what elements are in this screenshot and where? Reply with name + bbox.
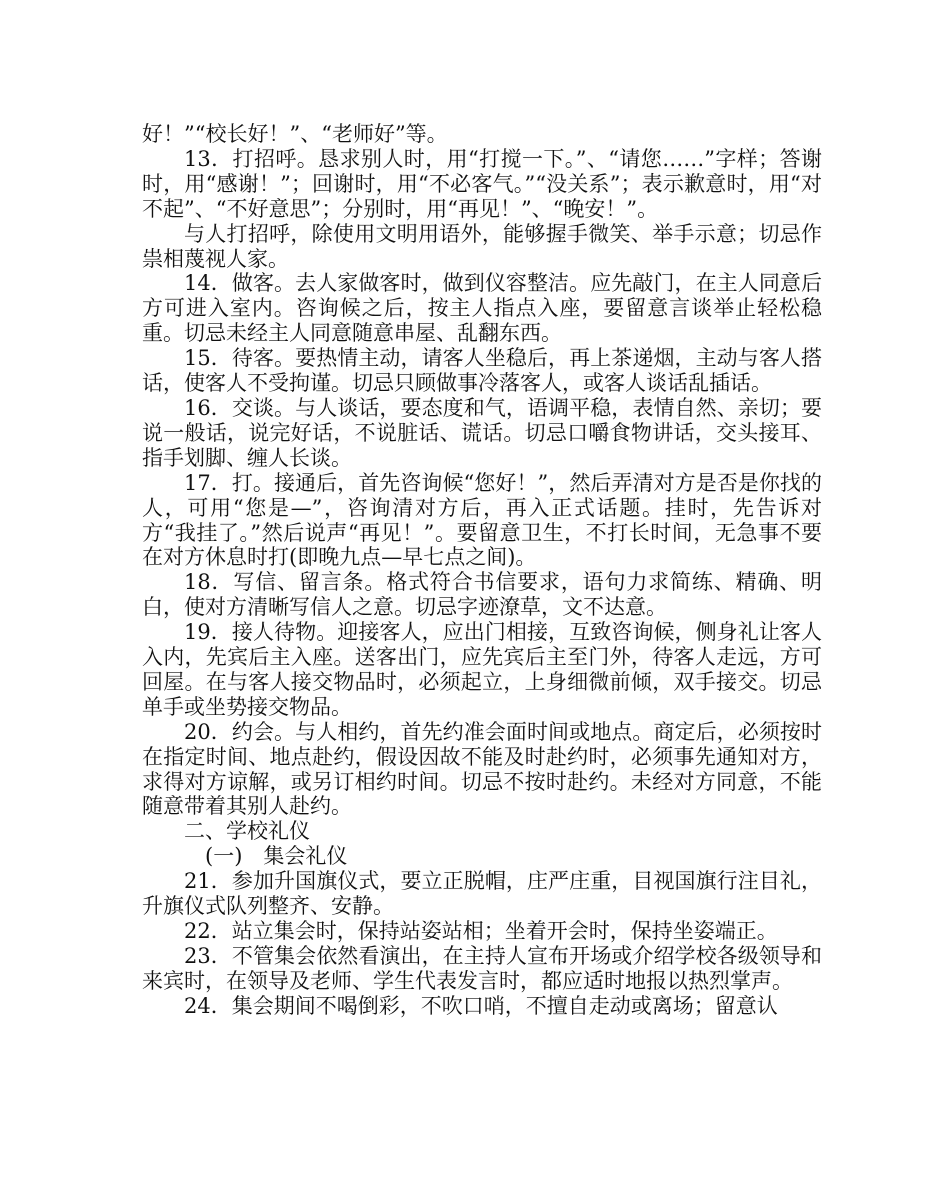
- paragraph-greetings-end: 好！”“校长好！”、“老师好”等。: [142, 122, 448, 146]
- paragraph-15-hosting: 15．待客。要热情主动，请客人坐稳后，再上茶递烟，主动与客人搭话，使客人不受拘谨。切忌只顾做事冷落客人，或客人谈话乱插话。: [142, 346, 822, 396]
- paragraph-24-assembly-conduct: 24．集会期间不喝倒彩，不吹口哨，不擅自走动或离场；留意认: [184, 993, 778, 1018]
- document-page: [142, 122, 822, 1019]
- paragraph-14-visiting: 14．做客。去人家做客时，做到仪容整洁。应先敲门，在主人同意后方可进入室内。咨询候之后，按主人指点入座，要留意言谈举止轻松稳重。切忌未经主人同意随意串屋、乱翻东西。: [142, 271, 822, 346]
- section-heading-school-etiquette: 二、学校礼仪: [184, 819, 310, 844]
- paragraph-16-conversation: 16．交谈。与人谈话，要态度和气，语调平稳，表情自然、亲切；要说一般话，说完好话，不说脏话、谎话。切忌口嚼食物讲话，交头接耳、指手划脚、缠人长谈。: [142, 395, 822, 470]
- paragraph-18-letters: 18．写信、留言条。格式符合书信要求，语句力求简练、精确、明白，使对方清晰写信人之意。切忌字迹潦草，文不达意。: [142, 570, 822, 620]
- paragraph-17-phone: 17．打。接通后，首先咨询候“您好！”，然后弄清对方是否是你找的人，可用“您是—”，咨询清对方后，再入正式话题。挂时，先告诉对方“我挂了。”然后说声“再见！”。要留意卫生，不打长时间，无急事不要在对方休息时打(即晚九点—早七点之间)。: [142, 470, 822, 570]
- paragraph-20-appointments: 20．约会。与人相约，首先约准会面时间或地点。商定后，必须按时在指定时间、地点赴约，假设因故不能及时赴约时，必须事先通知对方，求得对方谅解，或另订相约时间。切忌不按时赴约。未经对方同意，不能随意带着其别人赴约。: [142, 719, 822, 819]
- paragraph-13-greeting: 13．打招呼。恳求别人时，用“打搅一下。”、“请您……”字样；答谢时，用“感谢！”；回谢时，用“不必客气。”“没关系”；表示歉意时，用“对不起”、“不好意思”；分别时，用“再见！”、“晚安！”。: [142, 146, 822, 221]
- paragraph-23-applause: 23．不管集会依然看演出，在主持人宣布开场或介绍学校各级领导和来宾时，在领导及老师、学生代表发言时，都应适时地报以热烈掌声。: [142, 943, 822, 993]
- paragraph-22-posture: 22．站立集会时，保持站姿站相；坐着开会时，保持坐姿端正。: [184, 919, 778, 943]
- paragraph-19-receiving-guests: 19．接人待物。迎接客人，应出门相接，互致咨询候，侧身礼让客人入内，先宾后主入座。送客出门，应先宾后主至门外，待客人走远，方可回屋。在与客人接交物品时，必须起立，上身细微前倾，双手接交。切忌单手或坐势接交物品。: [142, 620, 822, 719]
- paragraph-greeting-gestures: 与人打招呼，除使用文明用语外，能够握手微笑、举手示意；切忌作祟相蔑视人家。: [142, 221, 822, 271]
- subsection-heading-assembly: (一) 集会礼仪: [205, 844, 348, 869]
- paragraph-21-flag-ceremony: 21．参加升国旗仪式，要立正脱帽，庄严庄重，目视国旗行注目礼，升旗仪式队列整齐、安静。: [142, 869, 822, 919]
